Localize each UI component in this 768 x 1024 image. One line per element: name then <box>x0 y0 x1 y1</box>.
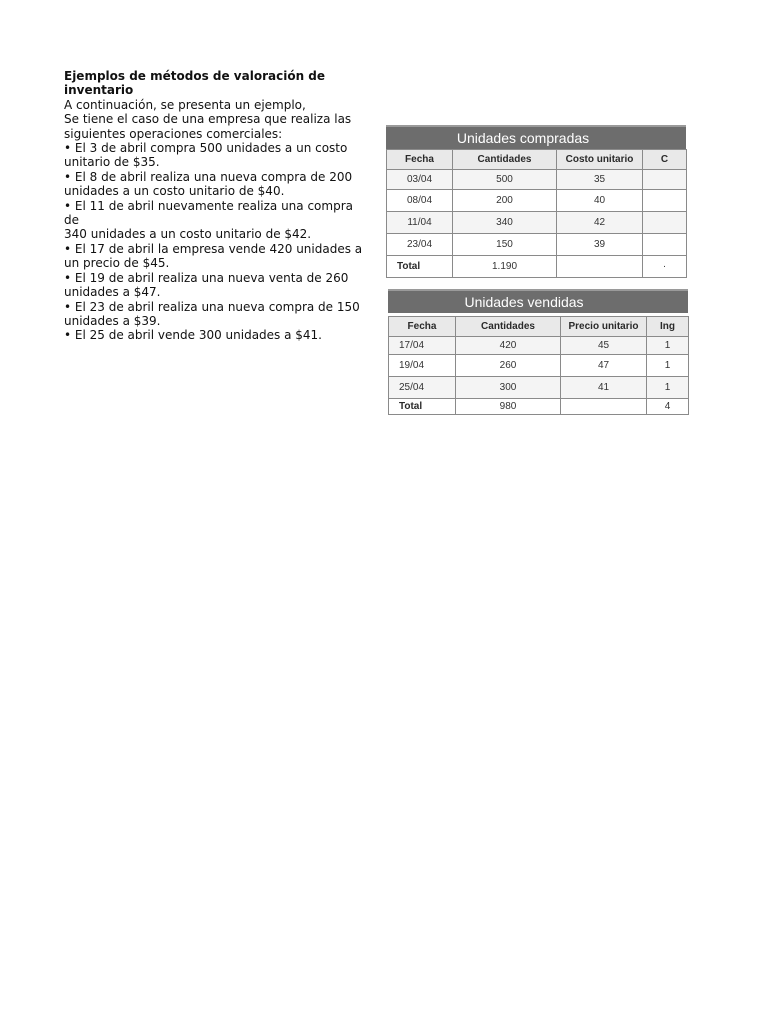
table-row <box>389 377 689 399</box>
document-title-line-1: Ejemplos de métodos de valoración de <box>64 69 326 83</box>
text-line: siguientes operaciones comerciales: <box>64 126 283 141</box>
total-label: Total <box>387 256 453 278</box>
purchases-table <box>386 149 687 278</box>
cell-costo-total <box>643 190 687 212</box>
cell-fecha: 08/04 <box>387 190 453 212</box>
cell-ingreso: 1 <box>647 355 689 377</box>
cell-costo-total <box>643 234 687 256</box>
bullet-line: • El 19 de abril realiza una nueva venta de 260 <box>64 270 349 285</box>
cell-cantidad: 420 <box>456 337 561 355</box>
text-line: unidades a $47. <box>64 285 161 300</box>
text-line: un precio de $45. <box>64 256 170 271</box>
column-header-precio-unitario: Precio unitario <box>561 317 647 337</box>
cell-cantidad: 150 <box>453 234 557 256</box>
text-line: unidades a $39. <box>64 313 161 328</box>
cell-costo-unitario: 35 <box>557 170 643 190</box>
text-line: Se tiene el caso de una empresa que realiza las <box>64 112 352 127</box>
document-text <box>64 69 364 343</box>
column-header-costo-unitario: Costo unitario <box>557 150 643 170</box>
bullet-line: • El 11 de abril nuevamente realiza una compra de <box>64 198 353 228</box>
sales-table <box>388 316 689 415</box>
table-total-row <box>387 256 687 278</box>
table-row <box>389 355 689 377</box>
cell-cantidad: 300 <box>456 377 561 399</box>
table-row <box>387 190 687 212</box>
document-title-line-2: inventario <box>64 83 134 98</box>
cell-costo-total <box>643 170 687 190</box>
sales-table-image <box>388 289 675 415</box>
table-row <box>387 212 687 234</box>
table-row <box>387 234 687 256</box>
total-cantidad: 980 <box>456 399 561 415</box>
cell-fecha: 17/04 <box>389 337 456 355</box>
cell-fecha: 23/04 <box>387 234 453 256</box>
table-row <box>389 337 689 355</box>
column-header-fecha: Fecha <box>387 150 453 170</box>
cell-fecha: 11/04 <box>387 212 453 234</box>
cell-cantidad: 500 <box>453 170 557 190</box>
cell-cantidad: 340 <box>453 212 557 234</box>
purchases-table-image <box>386 125 669 277</box>
total-costo-total: · <box>643 256 687 278</box>
cell-fecha: 19/04 <box>389 355 456 377</box>
document-title <box>64 69 364 98</box>
cell-precio-unitario: 47 <box>561 355 647 377</box>
bullet-line: • El 25 de abril vende 300 unidades a $41. <box>64 328 322 343</box>
total-label: Total <box>389 399 456 415</box>
table-total-row <box>389 399 689 415</box>
total-ingreso: 4 <box>647 399 689 415</box>
cell-ingreso: 1 <box>647 337 689 355</box>
bullet-line: • El 8 de abril realiza una nueva compra de 200 <box>64 169 353 184</box>
bullet-line: • El 3 de abril compra 500 unidades a un costo <box>64 141 348 156</box>
total-cantidad: 1.190 <box>453 256 557 278</box>
cell-fecha: 25/04 <box>389 377 456 399</box>
column-header-ingreso: Ing <box>647 317 689 337</box>
total-costo-unitario <box>557 256 643 278</box>
cell-costo-total <box>643 212 687 234</box>
text-line: 340 unidades a un costo unitario de $42. <box>64 227 312 242</box>
text-line: A continuación, se presenta un ejemplo, <box>64 97 306 112</box>
text-line: unitario de $35. <box>64 155 160 170</box>
cell-cantidad: 260 <box>456 355 561 377</box>
total-precio-unitario <box>561 399 647 415</box>
cell-costo-unitario: 42 <box>557 212 643 234</box>
cell-costo-unitario: 40 <box>557 190 643 212</box>
table-row <box>387 170 687 190</box>
purchases-table-title: Unidades compradas <box>386 125 686 149</box>
cell-precio-unitario: 45 <box>561 337 647 355</box>
cell-costo-unitario: 39 <box>557 234 643 256</box>
cell-cantidad: 200 <box>453 190 557 212</box>
text-line: unidades a un costo unitario de $40. <box>64 184 285 199</box>
bullet-line: • El 17 de abril la empresa vende 420 unidades a <box>64 241 363 256</box>
cell-fecha: 03/04 <box>387 170 453 190</box>
cell-precio-unitario: 41 <box>561 377 647 399</box>
cell-ingreso: 1 <box>647 377 689 399</box>
column-header-fecha: Fecha <box>389 317 456 337</box>
column-header-cantidades: Cantidades <box>456 317 561 337</box>
sales-table-title: Unidades vendidas <box>388 289 688 313</box>
bullet-line: • El 23 de abril realiza una nueva compra de 150 <box>64 299 360 314</box>
column-header-cantidades: Cantidades <box>453 150 557 170</box>
column-header-costo-total: C <box>643 150 687 170</box>
